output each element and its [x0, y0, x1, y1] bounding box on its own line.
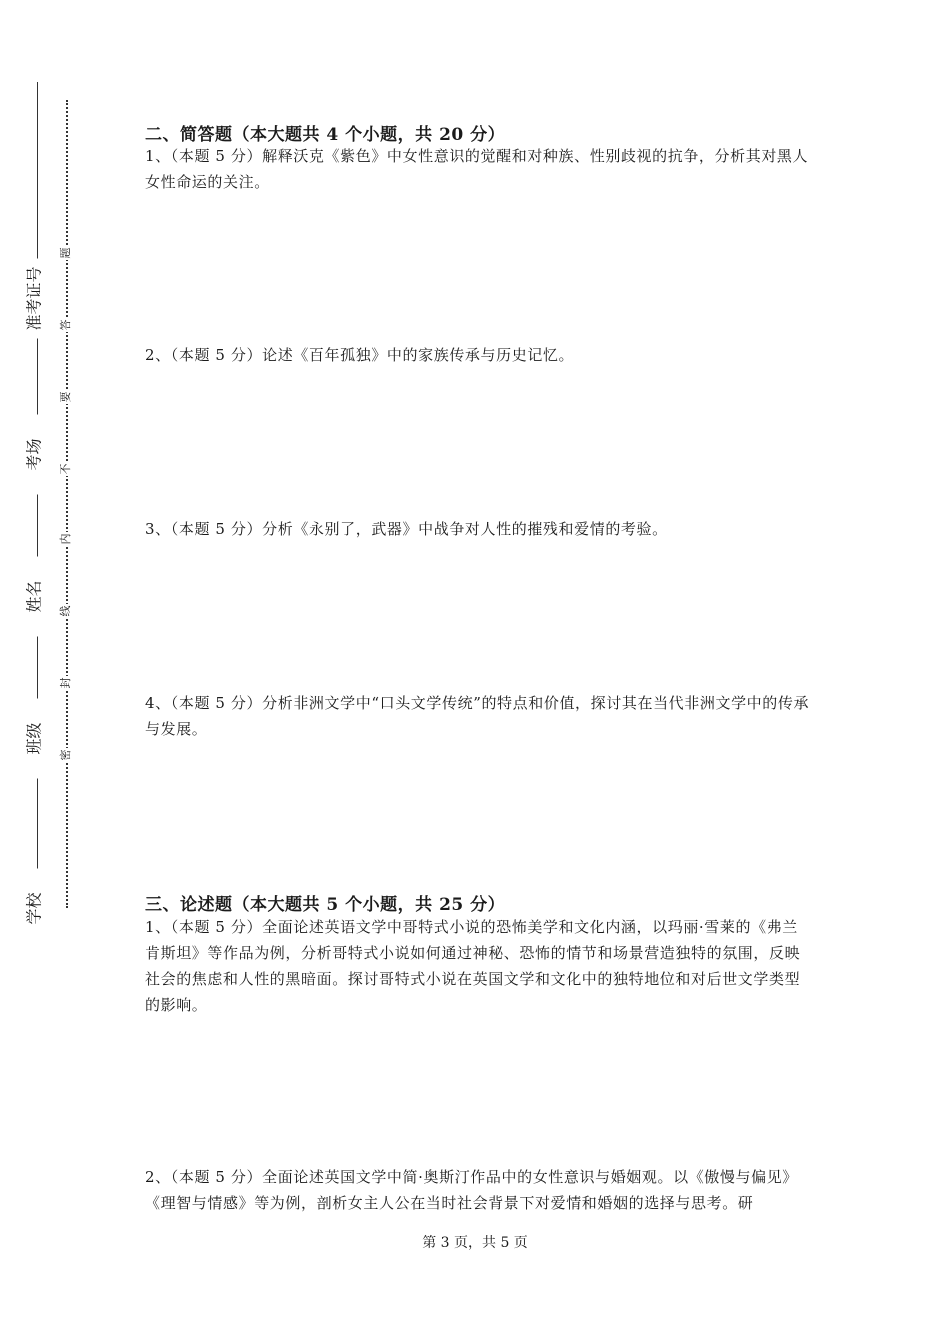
section2-title: 二、简答题（本大题共 4 个小题，共 20 分）	[145, 125, 506, 145]
section2-question-1: 1、（本题 5 分）解释沃克《紫色》中女性意识的觉醒和对种族、性别歧视的抗争，分析其对黑人女性命运的关注。	[145, 147, 809, 191]
seal-char-mi: 密	[59, 749, 72, 761]
seal-char-yao: 要	[59, 391, 72, 403]
binding-dotted-line	[66, 100, 68, 908]
binding-solid-line	[37, 82, 38, 912]
section3-question-2: 2、（本题 5 分）全面论述英国文学中简·奥斯汀作品中的女性意识与婚姻观。以《傲慢与偏见》《理智与情感》等为例，剖析女主人公在当时社会背景下对爱情和婚姻的选择与思考。研	[145, 1168, 798, 1212]
page-number: 第 3 页，共 5 页	[422, 1235, 528, 1251]
seal-char-xian: 线	[59, 605, 72, 617]
section2-question-3: 3、（本题 5 分）分析《永别了，武器》中战争对人性的摧残和爱情的考验。	[145, 520, 668, 538]
section3-title: 三、论述题（本大题共 5 个小题，共 25 分）	[145, 895, 506, 915]
seal-char-feng: 封	[59, 677, 72, 689]
seal-char-ti: 题	[59, 247, 72, 259]
section2-question-2: 2、（本题 5 分）论述《百年孤独》中的家族传承与历史记忆。	[145, 346, 575, 364]
section3-question-1: 1、（本题 5 分）全面论述英语文学中哥特式小说的恐怖美学和文化内涵，以玛丽·雪莱的《弗兰肯斯坦》等作品为例，分析哥特式小说如何通过神秘、恐怖的情节和场景营造独特的氛围，反映社会的焦虑和人性的黑暗面。探讨哥特式小说在英国文学和文化中的独特地位和对后世文学类型的影响。	[145, 918, 801, 1014]
seal-char-nei: 内	[59, 533, 72, 545]
seal-char-bu: 不	[59, 463, 72, 475]
section2-question-4: 4、（本题 5 分）分析非洲文学中“口头文学传统”的特点和价值，探讨其在当代非洲文学中的传承与发展。	[145, 694, 810, 738]
seal-char-da: 答	[59, 319, 72, 331]
